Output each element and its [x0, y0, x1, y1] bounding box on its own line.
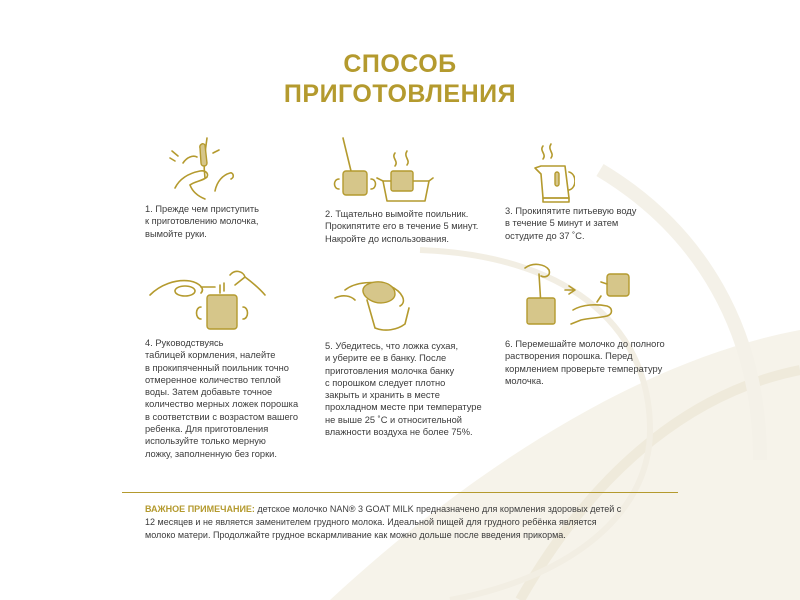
step-5-text: 5. Убедитесь, что ложка сухая, и уберите ее в банку. После приготовления молочка банку с порошком следует плотно закрыть и хранить в месте прохладном месте при температуре не выше 25 ˚С и относительной влажности воздуха не более 75%. — [325, 341, 482, 438]
mix-check-temperature-icon — [505, 260, 635, 338]
step-3 — [505, 140, 675, 242]
kettle-icon — [505, 140, 575, 205]
step-1 — [145, 133, 315, 240]
important-note-label: ВАЖНОЕ ПРИМЕЧАНИЕ: — [145, 504, 255, 514]
hand-washing-icon — [145, 133, 240, 203]
pour-water-icon — [145, 265, 270, 337]
scoop-storage-icon — [325, 268, 425, 340]
step-6-text: 6. Перемешайте молочко до полного растворения порошка. Перед кормлением проверьте температуру молочка. — [505, 339, 665, 386]
page-title-line-2: ПРИГОТОВЛЕНИЯ — [283, 80, 517, 108]
step-4-text: 4. Руководствуясь таблицей кормления, налейте в прокипяченный поильник точно отмеренное количество теплой воды. Затем добавьте точное количество мерных ложек порошка в соответствии с возрастом вашего ребенка. Для приготовления используйте только мерную ложку, заполненную без горки. — [145, 338, 299, 459]
step-6 — [505, 260, 675, 387]
step-2 — [325, 133, 495, 245]
note-divider — [122, 492, 678, 493]
important-note — [145, 503, 625, 542]
step-2-text: 2. Тщательно вымойте поильник. Прокипятите его в течение 5 минут. Накройте до использования. — [325, 209, 479, 244]
bottle-sterilize-icon — [325, 133, 435, 208]
step-4 — [145, 265, 315, 460]
important-note-text: детское молочко NAN® 3 GOAT MILK предназначено для кормления здоровых детей с 12 месяцев и не является заменителем грудного молока. Идеальной пищей для грудного ребёнка является молоко матери. Продолжайте грудное вскармливание как можно дольше после введения прикорма. — [145, 504, 622, 540]
page-title-line-1: СПОСОБ — [343, 50, 457, 78]
step-5 — [325, 268, 495, 438]
step-3-text: 3. Прокипятите питьевую воду в течение 5 минут и затем остудите до 37 ˚С. — [505, 206, 637, 241]
step-1-text: 1. Прежде чем приступить к приготовлению молочка, вымойте руки. — [145, 204, 260, 239]
